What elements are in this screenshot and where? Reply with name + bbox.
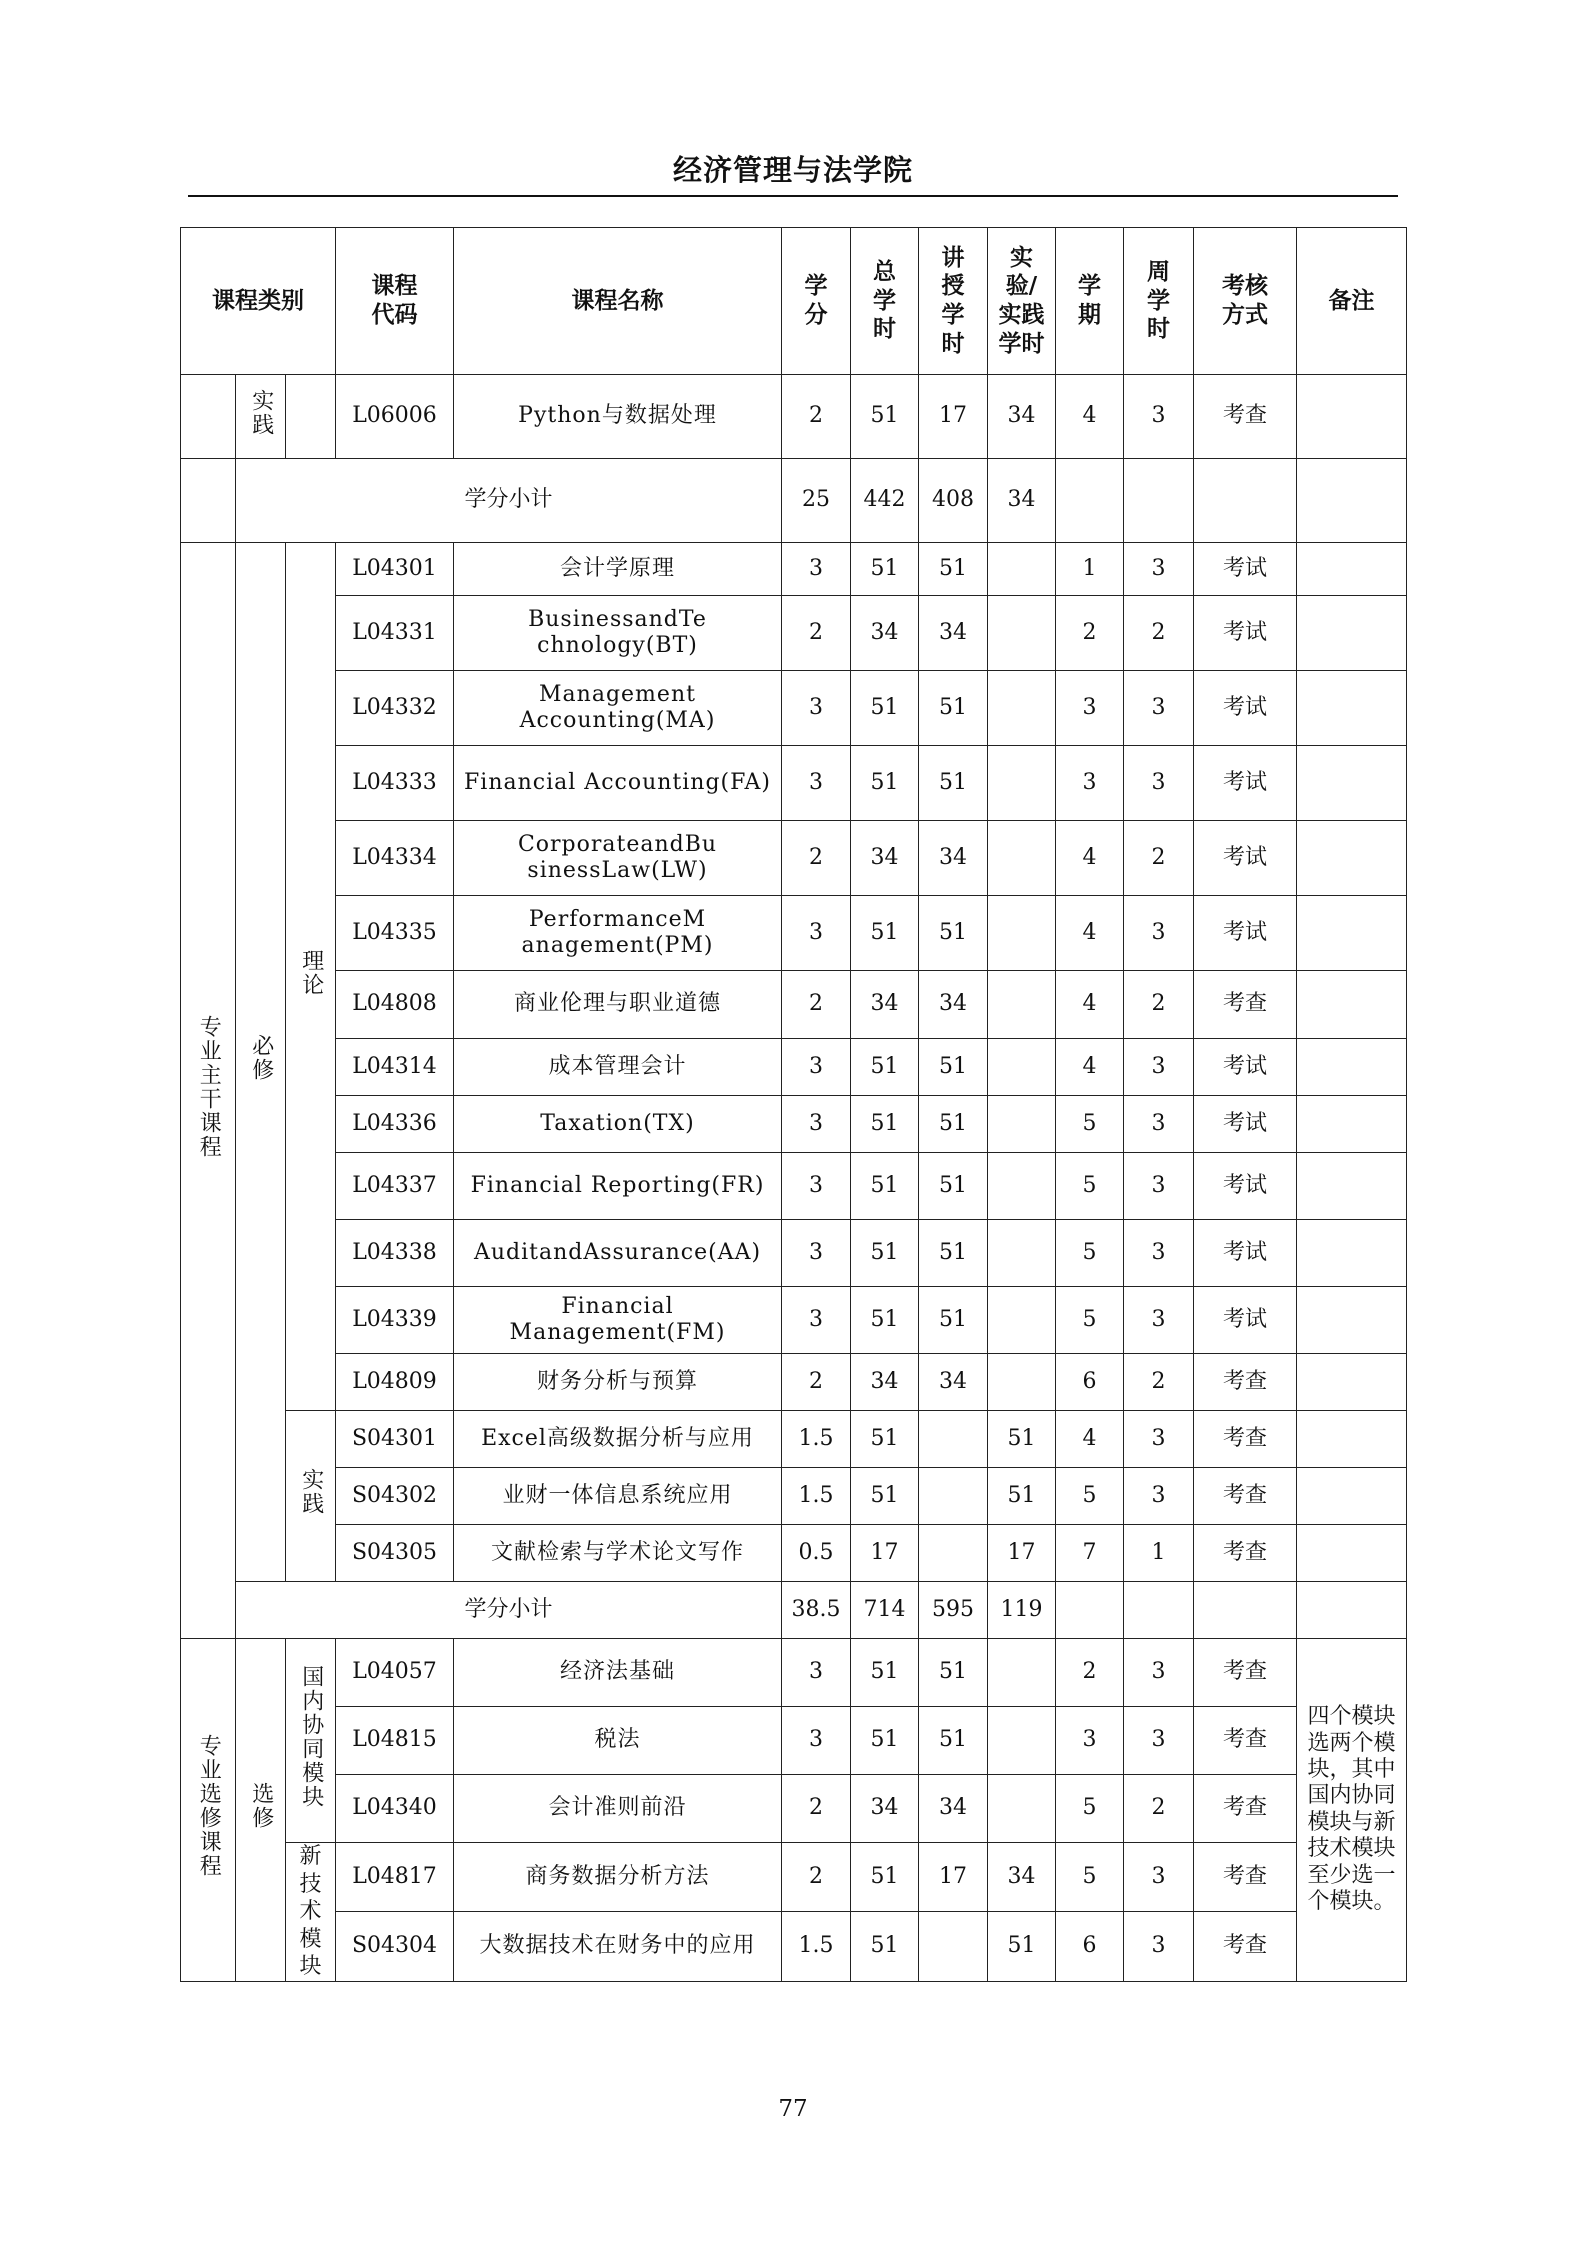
course-credit: 3 <box>782 1639 851 1707</box>
practice-label: 实践 <box>236 375 286 459</box>
header-remark: 备注 <box>1297 228 1407 375</box>
header-row <box>181 228 1407 375</box>
course-semester: 4 <box>1056 896 1124 971</box>
table-row <box>181 1525 1407 1582</box>
course-lab-hours <box>988 1287 1056 1354</box>
course-lecture-hours <box>919 1468 988 1525</box>
course-total-hours: 34 <box>851 971 919 1039</box>
course-semester: 1 <box>1056 543 1124 596</box>
course-exam-method: 考查 <box>1194 1912 1297 1981</box>
course-exam-method: 考查 <box>1194 971 1297 1039</box>
course-name: BusinessandTe chnology(BT) <box>454 596 782 671</box>
table-row <box>181 1468 1407 1525</box>
course-semester: 2 <box>1056 596 1124 671</box>
course-name: 业财一体信息系统应用 <box>454 1468 782 1525</box>
major-elective-label: 专业选修课程 <box>181 1639 236 1982</box>
course-credit: 0.5 <box>782 1525 851 1582</box>
course-exam-method: 考查 <box>1194 375 1297 459</box>
course-lab-hours <box>988 1220 1056 1287</box>
course-lab-hours <box>988 1639 1056 1707</box>
curriculum-table <box>180 227 1407 1982</box>
course-semester: 3 <box>1056 1707 1124 1775</box>
table-row <box>181 746 1407 821</box>
course-name: Financial Accounting(FA) <box>454 746 782 821</box>
elective-remark: 四个模块选两个模块，其中国内协同模块与新技术模块至少选一个模块。 <box>1297 1639 1407 1982</box>
course-semester: 5 <box>1056 1843 1124 1912</box>
course-weekly-hours: 3 <box>1124 1843 1194 1912</box>
course-semester: 4 <box>1056 1411 1124 1468</box>
course-exam-method: 考查 <box>1194 1843 1297 1912</box>
course-credit: 3 <box>782 1707 851 1775</box>
course-remark <box>1297 543 1407 596</box>
empty-cell <box>181 459 236 543</box>
course-lab-hours: 51 <box>988 1411 1056 1468</box>
course-credit: 2 <box>782 1354 851 1411</box>
table-row <box>181 1411 1407 1468</box>
course-weekly-hours: 3 <box>1124 1220 1194 1287</box>
course-remark <box>1297 671 1407 746</box>
course-weekly-hours: 3 <box>1124 896 1194 971</box>
course-semester: 6 <box>1056 1912 1124 1981</box>
course-lab-hours <box>988 1775 1056 1843</box>
course-lab-hours <box>988 671 1056 746</box>
course-code: L04334 <box>336 821 454 896</box>
course-exam-method: 考查 <box>1194 1354 1297 1411</box>
table-row <box>181 971 1407 1039</box>
theory-label: 理论 <box>286 543 336 1411</box>
course-credit: 3 <box>782 896 851 971</box>
course-exam-method: 考查 <box>1194 1468 1297 1525</box>
empty-cell <box>1297 1582 1407 1639</box>
course-code: L04338 <box>336 1220 454 1287</box>
course-remark <box>1297 1220 1407 1287</box>
course-exam-method: 考试 <box>1194 671 1297 746</box>
course-semester: 3 <box>1056 671 1124 746</box>
course-exam-method: 考试 <box>1194 596 1297 671</box>
course-total-hours: 51 <box>851 1153 919 1220</box>
major-core-label: 专业主干课程 <box>181 543 236 1639</box>
course-name: 经济法基础 <box>454 1639 782 1707</box>
header-name: 课程名称 <box>454 228 782 375</box>
course-code: S04302 <box>336 1468 454 1525</box>
course-weekly-hours: 3 <box>1124 1153 1194 1220</box>
course-lecture-hours: 51 <box>919 543 988 596</box>
course-name: 会计准则前沿 <box>454 1775 782 1843</box>
table-row <box>181 1639 1407 1707</box>
table-row <box>181 1707 1407 1775</box>
course-semester: 4 <box>1056 1039 1124 1096</box>
course-remark <box>1297 1468 1407 1525</box>
subtotal-lab-hours: 34 <box>988 459 1056 543</box>
course-name: PerformanceM anagement(PM) <box>454 896 782 971</box>
course-lecture-hours: 51 <box>919 1287 988 1354</box>
course-weekly-hours: 3 <box>1124 1707 1194 1775</box>
course-remark <box>1297 896 1407 971</box>
course-remark <box>1297 375 1407 459</box>
course-code: L04331 <box>336 596 454 671</box>
course-semester: 4 <box>1056 971 1124 1039</box>
course-code: L04332 <box>336 671 454 746</box>
course-exam-method: 考试 <box>1194 821 1297 896</box>
empty-cell <box>1056 459 1124 543</box>
empty-cell <box>1297 459 1407 543</box>
course-lab-hours <box>988 1354 1056 1411</box>
course-lab-hours: 51 <box>988 1912 1056 1981</box>
course-weekly-hours: 3 <box>1124 1468 1194 1525</box>
course-name: 成本管理会计 <box>454 1039 782 1096</box>
empty-cell <box>181 375 236 459</box>
course-remark <box>1297 1096 1407 1153</box>
course-exam-method: 考查 <box>1194 1707 1297 1775</box>
table-row <box>181 1354 1407 1411</box>
course-code: L04339 <box>336 1287 454 1354</box>
course-lecture-hours: 51 <box>919 1153 988 1220</box>
course-name: CorporateandBu sinessLaw(LW) <box>454 821 782 896</box>
course-weekly-hours: 3 <box>1124 1411 1194 1468</box>
course-total-hours: 51 <box>851 1912 919 1981</box>
course-lecture-hours: 34 <box>919 821 988 896</box>
course-weekly-hours: 3 <box>1124 543 1194 596</box>
course-lab-hours <box>988 896 1056 971</box>
course-credit: 2 <box>782 971 851 1039</box>
course-credit: 2 <box>782 821 851 896</box>
course-lab-hours <box>988 1096 1056 1153</box>
course-code: L04817 <box>336 1843 454 1912</box>
course-total-hours: 51 <box>851 1220 919 1287</box>
course-lecture-hours: 34 <box>919 971 988 1039</box>
course-name: 商业伦理与职业道德 <box>454 971 782 1039</box>
course-credit: 1.5 <box>782 1411 851 1468</box>
course-code: L04314 <box>336 1039 454 1096</box>
course-code: L04340 <box>336 1775 454 1843</box>
table-row <box>181 1220 1407 1287</box>
header-code: 课程代码 <box>336 228 454 375</box>
course-credit: 2 <box>782 1843 851 1912</box>
course-lab-hours <box>988 596 1056 671</box>
empty-cell <box>286 375 336 459</box>
course-semester: 4 <box>1056 821 1124 896</box>
empty-cell <box>1124 459 1194 543</box>
course-semester: 5 <box>1056 1096 1124 1153</box>
course-lecture-hours: 51 <box>919 896 988 971</box>
course-semester: 5 <box>1056 1468 1124 1525</box>
course-remark <box>1297 1525 1407 1582</box>
course-remark <box>1297 1153 1407 1220</box>
course-name: 文献检索与学术论文写作 <box>454 1525 782 1582</box>
course-name: 税法 <box>454 1707 782 1775</box>
course-weekly-hours: 2 <box>1124 971 1194 1039</box>
table-row <box>181 1912 1407 1981</box>
course-semester: 6 <box>1056 1354 1124 1411</box>
table-row <box>181 1287 1407 1354</box>
course-name: 大数据技术在财务中的应用 <box>454 1912 782 1981</box>
page-number: 77 <box>778 2096 808 2122</box>
course-code: L06006 <box>336 375 454 459</box>
course-code: L04335 <box>336 896 454 971</box>
course-lab-hours <box>988 1707 1056 1775</box>
table-row <box>181 1153 1407 1220</box>
course-lab-hours <box>988 971 1056 1039</box>
header-credit: 学分 <box>782 228 851 375</box>
header-semester: 学期 <box>1056 228 1124 375</box>
course-exam-method: 考试 <box>1194 1287 1297 1354</box>
course-weekly-hours: 3 <box>1124 1096 1194 1153</box>
subtotal-total-hours: 442 <box>851 459 919 543</box>
course-credit: 1.5 <box>782 1912 851 1981</box>
course-total-hours: 51 <box>851 1707 919 1775</box>
course-code: L04815 <box>336 1707 454 1775</box>
course-semester: 7 <box>1056 1525 1124 1582</box>
course-semester: 5 <box>1056 1153 1124 1220</box>
course-name: Python与数据处理 <box>454 375 782 459</box>
course-credit: 3 <box>782 543 851 596</box>
course-weekly-hours: 3 <box>1124 671 1194 746</box>
header-lab-hours: 实验/实践学时 <box>988 228 1056 375</box>
course-total-hours: 51 <box>851 1039 919 1096</box>
subtotal-label: 学分小计 <box>236 1582 782 1639</box>
course-lecture-hours: 51 <box>919 1096 988 1153</box>
course-semester: 2 <box>1056 1639 1124 1707</box>
course-name: Excel高级数据分析与应用 <box>454 1411 782 1468</box>
subtotal-lecture-hours: 595 <box>919 1582 988 1639</box>
subtotal-credit: 38.5 <box>782 1582 851 1639</box>
course-code: L04337 <box>336 1153 454 1220</box>
course-remark <box>1297 821 1407 896</box>
course-lab-hours: 17 <box>988 1525 1056 1582</box>
course-exam-method: 考查 <box>1194 1639 1297 1707</box>
table-row <box>181 896 1407 971</box>
course-exam-method: 考试 <box>1194 896 1297 971</box>
course-name: 财务分析与预算 <box>454 1354 782 1411</box>
course-name: Management Accounting(MA) <box>454 671 782 746</box>
course-total-hours: 51 <box>851 746 919 821</box>
course-code: L04808 <box>336 971 454 1039</box>
course-credit: 3 <box>782 1287 851 1354</box>
course-name: Taxation(TX) <box>454 1096 782 1153</box>
course-total-hours: 34 <box>851 1354 919 1411</box>
course-lecture-hours: 51 <box>919 1639 988 1707</box>
course-total-hours: 51 <box>851 1096 919 1153</box>
required-label: 必修 <box>236 543 286 1582</box>
subtotal-total-hours: 714 <box>851 1582 919 1639</box>
course-weekly-hours: 3 <box>1124 1039 1194 1096</box>
course-total-hours: 51 <box>851 1843 919 1912</box>
course-weekly-hours: 1 <box>1124 1525 1194 1582</box>
course-lab-hours: 34 <box>988 375 1056 459</box>
table-row <box>181 596 1407 671</box>
title-rule <box>188 195 1398 197</box>
course-lecture-hours: 34 <box>919 1775 988 1843</box>
course-remark <box>1297 1287 1407 1354</box>
course-remark <box>1297 1039 1407 1096</box>
course-total-hours: 51 <box>851 1411 919 1468</box>
header-weekly-hours: 周学时 <box>1124 228 1194 375</box>
subtotal-row <box>181 459 1407 543</box>
course-lecture-hours: 34 <box>919 1354 988 1411</box>
course-exam-method: 考查 <box>1194 1411 1297 1468</box>
course-lecture-hours: 17 <box>919 375 988 459</box>
empty-cell <box>1124 1582 1194 1639</box>
course-remark <box>1297 596 1407 671</box>
table-row <box>181 1039 1407 1096</box>
course-exam-method: 考试 <box>1194 1096 1297 1153</box>
course-exam-method: 考查 <box>1194 1525 1297 1582</box>
course-weekly-hours: 3 <box>1124 1287 1194 1354</box>
course-remark <box>1297 971 1407 1039</box>
course-code: S04305 <box>336 1525 454 1582</box>
course-name: 商务数据分析方法 <box>454 1843 782 1912</box>
course-credit: 2 <box>782 596 851 671</box>
empty-cell <box>1194 459 1297 543</box>
new-tech-module-label: 新技术模块 <box>286 1843 336 1982</box>
page-title: 经济管理与法学院 <box>672 153 913 187</box>
course-lecture-hours: 51 <box>919 746 988 821</box>
course-remark <box>1297 746 1407 821</box>
course-weekly-hours: 3 <box>1124 746 1194 821</box>
course-total-hours: 51 <box>851 543 919 596</box>
elective-label: 选修 <box>236 1639 286 1982</box>
header-lecture-hours: 讲授学时 <box>919 228 988 375</box>
course-remark <box>1297 1411 1407 1468</box>
header-total-hours: 总学时 <box>851 228 919 375</box>
header-category: 课程类别 <box>181 228 336 375</box>
course-total-hours: 34 <box>851 1775 919 1843</box>
course-credit: 3 <box>782 746 851 821</box>
course-credit: 2 <box>782 1775 851 1843</box>
course-lecture-hours: 51 <box>919 1039 988 1096</box>
course-lab-hours: 51 <box>988 1468 1056 1525</box>
course-credit: 1.5 <box>782 1468 851 1525</box>
course-code: L04333 <box>336 746 454 821</box>
course-code: L04809 <box>336 1354 454 1411</box>
course-total-hours: 51 <box>851 1287 919 1354</box>
course-code: S04304 <box>336 1912 454 1981</box>
course-weekly-hours: 2 <box>1124 1354 1194 1411</box>
course-exam-method: 考试 <box>1194 1153 1297 1220</box>
table-row <box>181 375 1407 459</box>
subtotal-lab-hours: 119 <box>988 1582 1056 1639</box>
course-name: Financial Management(FM) <box>454 1287 782 1354</box>
header-exam-method: 考核方式 <box>1194 228 1297 375</box>
course-total-hours: 34 <box>851 596 919 671</box>
course-remark <box>1297 1354 1407 1411</box>
course-code: L04301 <box>336 543 454 596</box>
course-lecture-hours <box>919 1411 988 1468</box>
course-lab-hours: 34 <box>988 1843 1056 1912</box>
course-lecture-hours: 17 <box>919 1843 988 1912</box>
course-code: L04057 <box>336 1639 454 1707</box>
course-code: L04336 <box>336 1096 454 1153</box>
course-total-hours: 34 <box>851 821 919 896</box>
course-credit: 3 <box>782 1096 851 1153</box>
table-row <box>181 1096 1407 1153</box>
course-credit: 3 <box>782 671 851 746</box>
table-row <box>181 671 1407 746</box>
empty-cell <box>1056 1582 1124 1639</box>
course-lecture-hours <box>919 1525 988 1582</box>
table-row <box>181 1843 1407 1912</box>
subtotal-lecture-hours: 408 <box>919 459 988 543</box>
course-weekly-hours: 2 <box>1124 596 1194 671</box>
domestic-module-label: 国内协同模块 <box>286 1639 336 1843</box>
course-name: AuditandAssurance(AA) <box>454 1220 782 1287</box>
course-semester: 5 <box>1056 1775 1124 1843</box>
course-exam-method: 考试 <box>1194 1039 1297 1096</box>
subtotal-label: 学分小计 <box>236 459 782 543</box>
course-total-hours: 51 <box>851 1468 919 1525</box>
course-exam-method: 考试 <box>1194 543 1297 596</box>
course-lecture-hours: 51 <box>919 1220 988 1287</box>
course-lab-hours <box>988 746 1056 821</box>
course-lab-hours <box>988 821 1056 896</box>
course-weekly-hours: 3 <box>1124 1639 1194 1707</box>
course-exam-method: 考试 <box>1194 1220 1297 1287</box>
course-lecture-hours: 51 <box>919 671 988 746</box>
course-credit: 2 <box>782 375 851 459</box>
course-total-hours: 51 <box>851 1639 919 1707</box>
course-exam-method: 考试 <box>1194 746 1297 821</box>
course-name: 会计学原理 <box>454 543 782 596</box>
course-lab-hours <box>988 543 1056 596</box>
course-lecture-hours: 34 <box>919 596 988 671</box>
course-weekly-hours: 2 <box>1124 821 1194 896</box>
empty-cell <box>1194 1582 1297 1639</box>
course-lab-hours <box>988 1039 1056 1096</box>
course-semester: 4 <box>1056 375 1124 459</box>
course-semester: 3 <box>1056 746 1124 821</box>
course-name: Financial Reporting(FR) <box>454 1153 782 1220</box>
course-code: S04301 <box>336 1411 454 1468</box>
table-row <box>181 1775 1407 1843</box>
course-weekly-hours: 2 <box>1124 1775 1194 1843</box>
course-total-hours: 51 <box>851 671 919 746</box>
course-credit: 3 <box>782 1039 851 1096</box>
course-total-hours: 17 <box>851 1525 919 1582</box>
course-semester: 5 <box>1056 1220 1124 1287</box>
course-semester: 5 <box>1056 1287 1124 1354</box>
table-row <box>181 543 1407 596</box>
subtotal-credit: 25 <box>782 459 851 543</box>
practice-label: 实践 <box>286 1411 336 1582</box>
course-lab-hours <box>988 1153 1056 1220</box>
course-lecture-hours: 51 <box>919 1707 988 1775</box>
course-weekly-hours: 3 <box>1124 375 1194 459</box>
table-row <box>181 821 1407 896</box>
course-lecture-hours <box>919 1912 988 1981</box>
course-credit: 3 <box>782 1220 851 1287</box>
course-exam-method: 考查 <box>1194 1775 1297 1843</box>
course-credit: 3 <box>782 1153 851 1220</box>
course-total-hours: 51 <box>851 896 919 971</box>
course-weekly-hours: 3 <box>1124 1912 1194 1981</box>
subtotal-row <box>181 1582 1407 1639</box>
course-total-hours: 51 <box>851 375 919 459</box>
